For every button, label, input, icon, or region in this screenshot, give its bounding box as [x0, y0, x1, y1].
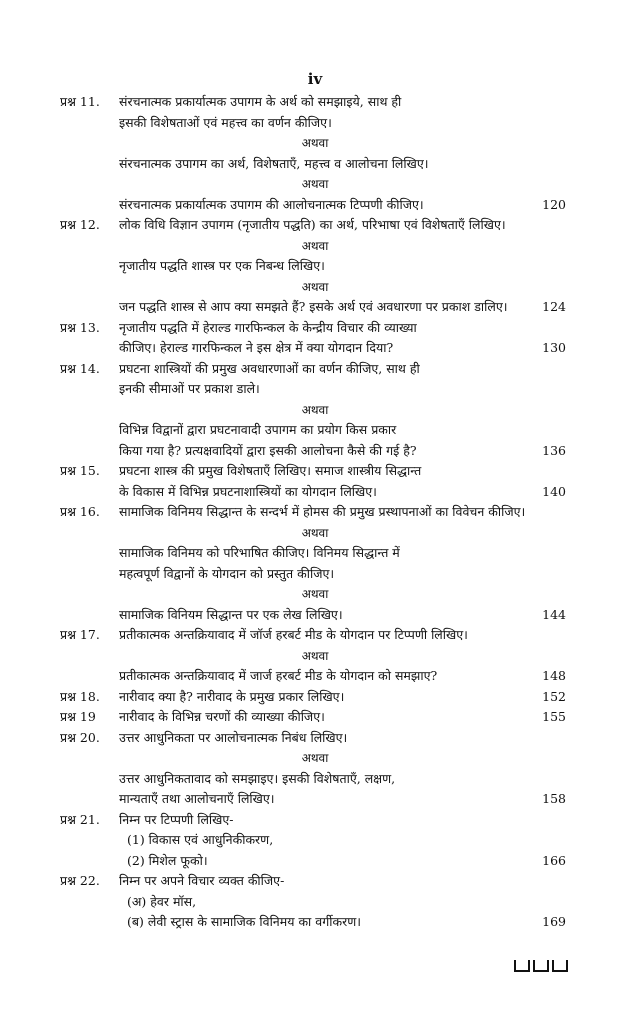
question-text: किया गया है? प्रत्यक्षवादियों द्वारा इसकी आलोचना कैसे की गई है? [119, 442, 417, 458]
toc-line [0, 215, 630, 236]
question-text: सामाजिक विनिमय सिद्धान्त के सन्दर्भ में होमस की प्रमुख प्रस्थापनाओं का विवेचन कीजिए। [119, 504, 526, 519]
toc-line [0, 789, 630, 810]
page-reference: 158 [542, 791, 566, 806]
question-label: प्रश्न 20. [60, 729, 100, 745]
question-text: सामाजिक विनिमय को परिभाषित कीजिए। विनिमय सिद्धान्त में [119, 545, 400, 560]
toc-line [0, 871, 630, 892]
separator-athva: अथवा [301, 751, 329, 765]
question-label: प्रश्न 18. [60, 688, 100, 704]
question-text: के विकास में विभिन्न प्रघटनाशास्त्रियों का योगदान लिखिए। [119, 483, 377, 499]
toc-line [0, 748, 630, 769]
toc-line [0, 687, 630, 708]
question-text: जन पद्धति शास्त्र से आप क्या समझते हैं? इसके अर्थ एवं अवधारणा पर प्रकाश डालिए। [119, 299, 508, 314]
toc-line [0, 461, 630, 482]
question-text: इनकी सीमाओं पर प्रकाश डाले। [119, 381, 260, 396]
question-label: प्रश्न 13. [60, 319, 100, 335]
question-text: (2) मिशेल फूको। [127, 852, 208, 868]
question-text: संरचनात्मक उपागम का अर्थ, विशेषताएँ, महत्त्व व आलोचना लिखिए। [119, 155, 429, 171]
toc-line [0, 338, 630, 359]
toc-line [0, 523, 630, 544]
toc-line [0, 851, 630, 872]
separator-athva: अथवा [301, 136, 329, 150]
toc-line [0, 277, 630, 298]
question-text: (ब) लेवी स्ट्रास के सामाजिक विनिमय का वर्गीकरण। [127, 914, 361, 929]
question-text: प्रतीकात्मक अन्तक्रियावाद में जार्ज हरबर्ट मीड के योगदान को समझाए? [119, 668, 438, 683]
page-reference: 120 [542, 196, 566, 212]
question-text: प्रघटना शास्त्रियों की प्रमुख अवधारणाओं का वर्णन कीजिए, साथ ही [119, 360, 420, 376]
separator-athva: अथवा [301, 238, 329, 253]
page-reference: 136 [542, 442, 566, 458]
question-text: (1) विकास एवं आधुनिकीकरण, [127, 832, 274, 847]
question-text: प्रतीकात्मक अन्तक्रियावाद में जॉर्ज हरबर्ट मीड के योगदान पर टिप्पणी लिखिए। [119, 627, 468, 642]
toc-line [0, 543, 630, 564]
toc-line [0, 92, 630, 113]
question-text: कीजिए। हेराल्ड गारफिन्कल ने इस क्षेत्र में क्या योगदान दिया? [119, 340, 394, 355]
toc-line [0, 297, 630, 318]
toc-line [0, 666, 630, 687]
question-text: महत्वपूर्ण विद्वानों के योगदान को प्रस्तुत कीजिए। [119, 565, 335, 581]
toc-line [0, 584, 630, 605]
question-text: उत्तर आधुनिकतावाद को समझाइए। इसकी विशेषताएँ, लक्षण, [119, 770, 396, 786]
separator-athva: अथवा [301, 402, 329, 417]
toc-line [0, 256, 630, 277]
question-text: नारीवाद के विभिन्न चरणों की व्याख्या कीजिए। [119, 709, 325, 724]
page-reference: 152 [542, 688, 566, 704]
end-of-section-mark [511, 957, 568, 976]
toc-line [0, 195, 630, 216]
toc-line [0, 892, 630, 913]
page-reference: 140 [542, 483, 566, 499]
toc-line [0, 133, 630, 154]
question-text: संरचनात्मक प्रकार्यात्मक उपागम के अर्थ को समझाइये, साथ ही [119, 94, 402, 109]
toc-line [0, 646, 630, 667]
toc-line [0, 912, 630, 933]
page-reference: 124 [542, 299, 566, 314]
toc-line [0, 728, 630, 749]
question-text: मान्यताएँ तथा आलोचनाएँ लिखिए। [119, 791, 275, 806]
toc-line [0, 502, 630, 523]
question-text: (अ) हेवर मॉस, [127, 893, 197, 909]
separator-athva: अथवा [301, 279, 329, 294]
page-reference: 144 [542, 606, 566, 622]
question-text: निम्न पर टिप्पणी लिखिए- [119, 811, 234, 827]
page-reference: 169 [542, 914, 566, 929]
toc-line [0, 113, 630, 134]
toc-line [0, 769, 630, 790]
question-text: उत्तर आधुनिकता पर आलोचनात्मक निबंध लिखिए। [119, 729, 348, 745]
page-number: iv [307, 70, 323, 88]
toc-line [0, 400, 630, 421]
question-text: विभिन्न विद्वानों द्वारा प्रघटनावादी उपागम का प्रयोग किस प्रकार [119, 422, 397, 437]
separator-athva: अथवा [301, 587, 329, 601]
toc-line [0, 810, 630, 831]
question-text: नृजातीय पद्धति शास्त्र पर एक निबन्ध लिखिए। [119, 258, 325, 273]
question-label: प्रश्न 22. [60, 873, 100, 888]
question-text: इसकी विशेषताओं एवं महत्त्व का वर्णन कीजिए। [119, 114, 332, 130]
question-text: सामाजिक विनियम सिद्धान्त पर एक लेख लिखिए। [119, 606, 343, 622]
question-label: प्रश्न 14. [60, 360, 100, 376]
question-label: प्रश्न 15. [60, 463, 100, 478]
question-label: प्रश्न 16. [60, 504, 100, 519]
question-text: नारीवाद क्या है? नारीवाद के प्रमुख प्रकार लिखिए। [119, 688, 345, 704]
toc-line [0, 154, 630, 175]
toc-line [0, 318, 630, 339]
question-text: नृजातीय पद्धति में हेराल्ड गारफिन्कल के केन्द्रीय विचार की व्याख्या [119, 319, 417, 335]
question-label: प्रश्न 11. [60, 94, 100, 109]
question-label: प्रश्न 12. [60, 217, 100, 232]
page-reference: 148 [542, 668, 566, 683]
toc-line [0, 359, 630, 380]
toc-line [0, 830, 630, 851]
toc-line [0, 420, 630, 441]
page-reference: 155 [542, 709, 566, 724]
page-reference: 166 [542, 852, 566, 868]
toc-line [0, 174, 630, 195]
question-text: निम्न पर अपने विचार व्यक्त कीजिए- [119, 873, 285, 888]
separator-athva: अथवा [301, 525, 329, 540]
toc-line [0, 236, 630, 257]
separator-athva: अथवा [301, 648, 329, 663]
separator-athva: अथवा [301, 177, 329, 191]
toc-line [0, 605, 630, 626]
toc-line [0, 379, 630, 400]
toc-line [0, 482, 630, 503]
question-label: प्रश्न 19 [60, 709, 96, 724]
toc-line [0, 441, 630, 462]
question-text: संरचनात्मक प्रकार्यात्मक उपागम की आलोचनात्मक टिप्पणी कीजिए। [119, 196, 424, 212]
page-reference: 130 [542, 340, 566, 355]
question-text: प्रघटना शास्त्र की प्रमुख विशेषताएँ लिखिए। समाज शास्त्रीय सिद्धान्त [119, 463, 422, 478]
question-text: लोक विधि विज्ञान उपागम (नृजातीय पद्धति) का अर्थ, परिभाषा एवं विशेषताएँ लिखिए। [119, 217, 506, 232]
toc-line [0, 707, 630, 728]
table-of-contents [0, 92, 630, 933]
toc-line [0, 625, 630, 646]
toc-line [0, 564, 630, 585]
question-label: प्रश्न 21. [60, 811, 100, 827]
question-label: प्रश्न 17. [60, 627, 100, 642]
